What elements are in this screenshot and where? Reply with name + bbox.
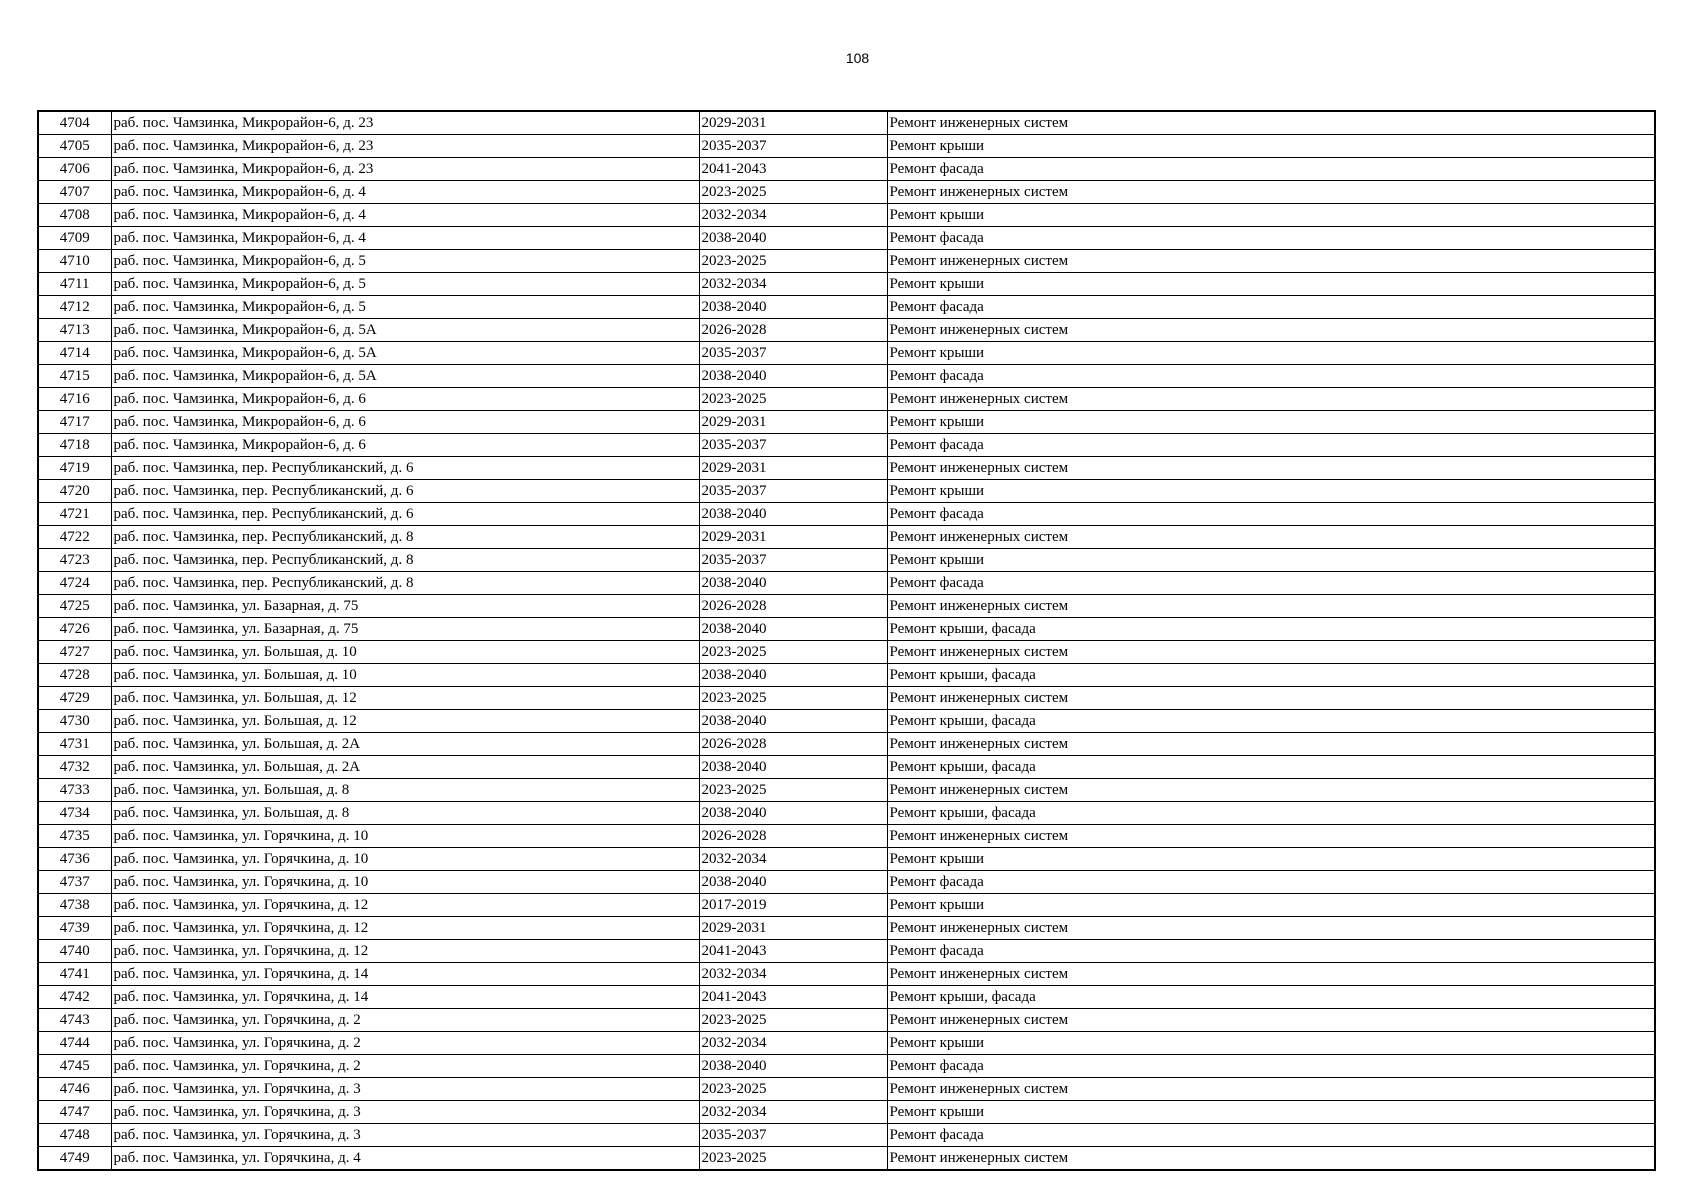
- address-cell: раб. пос. Чамзинка, ул. Большая, д. 2А: [111, 756, 699, 779]
- period-cell: 2038-2040: [699, 296, 887, 319]
- work-type-cell: Ремонт инженерных систем: [887, 963, 1655, 986]
- row-number-cell: 4716: [38, 388, 111, 411]
- table-row: [38, 434, 1655, 457]
- work-type-cell: Ремонт инженерных систем: [887, 457, 1655, 480]
- table-row: [38, 457, 1655, 480]
- table-row: [38, 342, 1655, 365]
- row-number-cell: 4707: [38, 181, 111, 204]
- period-cell: 2038-2040: [699, 664, 887, 687]
- period-cell: 2041-2043: [699, 158, 887, 181]
- address-cell: раб. пос. Чамзинка, ул. Горячкина, д. 12: [111, 894, 699, 917]
- period-cell: 2032-2034: [699, 963, 887, 986]
- work-type-cell: Ремонт крыши: [887, 848, 1655, 871]
- address-cell: раб. пос. Чамзинка, ул. Большая, д. 10: [111, 664, 699, 687]
- work-type-cell: Ремонт инженерных систем: [887, 733, 1655, 756]
- row-number-cell: 4719: [38, 457, 111, 480]
- address-cell: раб. пос. Чамзинка, ул. Горячкина, д. 3: [111, 1101, 699, 1124]
- period-cell: 2026-2028: [699, 733, 887, 756]
- period-cell: 2035-2037: [699, 1124, 887, 1147]
- address-cell: раб. пос. Чамзинка, ул. Большая, д. 8: [111, 779, 699, 802]
- period-cell: 2023-2025: [699, 1009, 887, 1032]
- table-row: [38, 618, 1655, 641]
- row-number-cell: 4721: [38, 503, 111, 526]
- period-cell: 2035-2037: [699, 549, 887, 572]
- period-cell: 2035-2037: [699, 480, 887, 503]
- row-number-cell: 4739: [38, 917, 111, 940]
- table-row: [38, 135, 1655, 158]
- table-row: [38, 963, 1655, 986]
- address-cell: раб. пос. Чамзинка, ул. Большая, д. 10: [111, 641, 699, 664]
- table-row: [38, 687, 1655, 710]
- work-type-cell: Ремонт фасада: [887, 365, 1655, 388]
- period-cell: 2038-2040: [699, 227, 887, 250]
- table-row: [38, 825, 1655, 848]
- address-cell: раб. пос. Чамзинка, ул. Большая, д. 8: [111, 802, 699, 825]
- work-type-cell: Ремонт инженерных систем: [887, 526, 1655, 549]
- period-cell: 2032-2034: [699, 273, 887, 296]
- period-cell: 2041-2043: [699, 986, 887, 1009]
- address-cell: раб. пос. Чамзинка, ул. Горячкина, д. 3: [111, 1124, 699, 1147]
- table-row: [38, 871, 1655, 894]
- row-number-cell: 4738: [38, 894, 111, 917]
- table-row: [38, 733, 1655, 756]
- row-number-cell: 4735: [38, 825, 111, 848]
- table-row: [38, 204, 1655, 227]
- period-cell: 2023-2025: [699, 641, 887, 664]
- period-cell: 2029-2031: [699, 526, 887, 549]
- row-number-cell: 4742: [38, 986, 111, 1009]
- table-row: [38, 273, 1655, 296]
- work-type-cell: Ремонт крыши, фасада: [887, 618, 1655, 641]
- work-type-cell: Ремонт крыши, фасада: [887, 986, 1655, 1009]
- work-type-cell: Ремонт инженерных систем: [887, 825, 1655, 848]
- work-type-cell: Ремонт крыши: [887, 549, 1655, 572]
- row-number-cell: 4728: [38, 664, 111, 687]
- row-number-cell: 4722: [38, 526, 111, 549]
- work-type-cell: Ремонт крыши: [887, 1101, 1655, 1124]
- row-number-cell: 4711: [38, 273, 111, 296]
- row-number-cell: 4713: [38, 319, 111, 342]
- table-row: [38, 1147, 1655, 1171]
- table-row: [38, 940, 1655, 963]
- work-type-cell: Ремонт крыши, фасада: [887, 710, 1655, 733]
- address-cell: раб. пос. Чамзинка, ул. Большая, д. 2А: [111, 733, 699, 756]
- address-cell: раб. пос. Чамзинка, Микрорайон-6, д. 4: [111, 204, 699, 227]
- work-type-cell: Ремонт инженерных систем: [887, 595, 1655, 618]
- address-cell: раб. пос. Чамзинка, ул. Горячкина, д. 2: [111, 1032, 699, 1055]
- work-type-cell: Ремонт фасада: [887, 503, 1655, 526]
- work-type-cell: Ремонт инженерных систем: [887, 917, 1655, 940]
- period-cell: 2023-2025: [699, 181, 887, 204]
- row-number-cell: 4704: [38, 111, 111, 135]
- work-type-cell: Ремонт фасада: [887, 1055, 1655, 1078]
- address-cell: раб. пос. Чамзинка, ул. Горячкина, д. 2: [111, 1055, 699, 1078]
- work-type-cell: Ремонт фасада: [887, 434, 1655, 457]
- address-cell: раб. пос. Чамзинка, пер. Республиканский, д. 8: [111, 572, 699, 595]
- period-cell: 2023-2025: [699, 250, 887, 273]
- address-cell: раб. пос. Чамзинка, ул. Горячкина, д. 10: [111, 871, 699, 894]
- period-cell: 2032-2034: [699, 204, 887, 227]
- row-number-cell: 4710: [38, 250, 111, 273]
- row-number-cell: 4749: [38, 1147, 111, 1171]
- row-number-cell: 4706: [38, 158, 111, 181]
- repair-schedule-table: [37, 110, 1656, 1171]
- address-cell: раб. пос. Чамзинка, ул. Горячкина, д. 14: [111, 986, 699, 1009]
- table-row: [38, 756, 1655, 779]
- period-cell: 2038-2040: [699, 365, 887, 388]
- period-cell: 2029-2031: [699, 917, 887, 940]
- table-row: [38, 1078, 1655, 1101]
- table-row: [38, 779, 1655, 802]
- period-cell: 2038-2040: [699, 756, 887, 779]
- row-number-cell: 4717: [38, 411, 111, 434]
- row-number-cell: 4723: [38, 549, 111, 572]
- table-row: [38, 917, 1655, 940]
- work-type-cell: Ремонт фасада: [887, 572, 1655, 595]
- work-type-cell: Ремонт инженерных систем: [887, 388, 1655, 411]
- work-type-cell: Ремонт крыши: [887, 1032, 1655, 1055]
- work-type-cell: Ремонт крыши, фасада: [887, 802, 1655, 825]
- address-cell: раб. пос. Чамзинка, пер. Республиканский, д. 6: [111, 480, 699, 503]
- address-cell: раб. пос. Чамзинка, ул. Горячкина, д. 2: [111, 1009, 699, 1032]
- row-number-cell: 4748: [38, 1124, 111, 1147]
- address-cell: раб. пос. Чамзинка, Микрорайон-6, д. 4: [111, 181, 699, 204]
- period-cell: 2032-2034: [699, 848, 887, 871]
- table-row: [38, 388, 1655, 411]
- address-cell: раб. пос. Чамзинка, Микрорайон-6, д. 6: [111, 434, 699, 457]
- row-number-cell: 4729: [38, 687, 111, 710]
- period-cell: 2035-2037: [699, 434, 887, 457]
- address-cell: раб. пос. Чамзинка, ул. Горячкина, д. 12: [111, 940, 699, 963]
- work-type-cell: Ремонт инженерных систем: [887, 1078, 1655, 1101]
- work-type-cell: Ремонт фасада: [887, 1124, 1655, 1147]
- page-number: 108: [845, 50, 870, 66]
- work-type-cell: Ремонт инженерных систем: [887, 250, 1655, 273]
- address-cell: раб. пос. Чамзинка, ул. Базарная, д. 75: [111, 618, 699, 641]
- row-number-cell: 4743: [38, 1009, 111, 1032]
- table-row: [38, 1009, 1655, 1032]
- row-number-cell: 4709: [38, 227, 111, 250]
- period-cell: 2029-2031: [699, 457, 887, 480]
- work-type-cell: Ремонт крыши: [887, 204, 1655, 227]
- table-row: [38, 158, 1655, 181]
- row-number-cell: 4727: [38, 641, 111, 664]
- address-cell: раб. пос. Чамзинка, пер. Республиканский, д. 8: [111, 526, 699, 549]
- address-cell: раб. пос. Чамзинка, Микрорайон-6, д. 5: [111, 273, 699, 296]
- address-cell: раб. пос. Чамзинка, пер. Республиканский, д. 6: [111, 503, 699, 526]
- address-cell: раб. пос. Чамзинка, Микрорайон-6, д. 23: [111, 111, 699, 135]
- address-cell: раб. пос. Чамзинка, пер. Республиканский, д. 6: [111, 457, 699, 480]
- period-cell: 2017-2019: [699, 894, 887, 917]
- row-number-cell: 4736: [38, 848, 111, 871]
- row-number-cell: 4737: [38, 871, 111, 894]
- address-cell: раб. пос. Чамзинка, Микрорайон-6, д. 5А: [111, 319, 699, 342]
- address-cell: раб. пос. Чамзинка, ул. Большая, д. 12: [111, 710, 699, 733]
- table-row: [38, 802, 1655, 825]
- row-number-cell: 4720: [38, 480, 111, 503]
- table-row: [38, 641, 1655, 664]
- row-number-cell: 4705: [38, 135, 111, 158]
- work-type-cell: Ремонт инженерных систем: [887, 1009, 1655, 1032]
- row-number-cell: 4724: [38, 572, 111, 595]
- work-type-cell: Ремонт фасада: [887, 296, 1655, 319]
- period-cell: 2035-2037: [699, 135, 887, 158]
- period-cell: 2038-2040: [699, 1055, 887, 1078]
- address-cell: раб. пос. Чамзинка, Микрорайон-6, д. 5А: [111, 342, 699, 365]
- address-cell: раб. пос. Чамзинка, ул. Базарная, д. 75: [111, 595, 699, 618]
- work-type-cell: Ремонт крыши, фасада: [887, 664, 1655, 687]
- row-number-cell: 4718: [38, 434, 111, 457]
- row-number-cell: 4732: [38, 756, 111, 779]
- table-row: [38, 1124, 1655, 1147]
- address-cell: раб. пос. Чамзинка, Микрорайон-6, д. 6: [111, 411, 699, 434]
- row-number-cell: 4715: [38, 365, 111, 388]
- work-type-cell: Ремонт инженерных систем: [887, 111, 1655, 135]
- period-cell: 2023-2025: [699, 779, 887, 802]
- period-cell: 2029-2031: [699, 111, 887, 135]
- work-type-cell: Ремонт крыши, фасада: [887, 756, 1655, 779]
- table-row: [38, 319, 1655, 342]
- address-cell: раб. пос. Чамзинка, Микрорайон-6, д. 23: [111, 158, 699, 181]
- row-number-cell: 4714: [38, 342, 111, 365]
- work-type-cell: Ремонт инженерных систем: [887, 779, 1655, 802]
- row-number-cell: 4708: [38, 204, 111, 227]
- work-type-cell: Ремонт крыши: [887, 342, 1655, 365]
- table-row: [38, 664, 1655, 687]
- period-cell: 2035-2037: [699, 342, 887, 365]
- table-row: [38, 296, 1655, 319]
- row-number-cell: 4740: [38, 940, 111, 963]
- table-row: [38, 710, 1655, 733]
- row-number-cell: 4747: [38, 1101, 111, 1124]
- work-type-cell: Ремонт крыши: [887, 894, 1655, 917]
- address-cell: раб. пос. Чамзинка, Микрорайон-6, д. 5: [111, 250, 699, 273]
- work-type-cell: Ремонт крыши: [887, 480, 1655, 503]
- address-cell: раб. пос. Чамзинка, Микрорайон-6, д. 5: [111, 296, 699, 319]
- table-row: [38, 526, 1655, 549]
- work-type-cell: Ремонт инженерных систем: [887, 319, 1655, 342]
- address-cell: раб. пос. Чамзинка, Микрорайон-6, д. 6: [111, 388, 699, 411]
- row-number-cell: 4731: [38, 733, 111, 756]
- table-row: [38, 250, 1655, 273]
- address-cell: раб. пос. Чамзинка, ул. Горячкина, д. 4: [111, 1147, 699, 1171]
- table-row: [38, 1101, 1655, 1124]
- period-cell: 2041-2043: [699, 940, 887, 963]
- period-cell: 2023-2025: [699, 687, 887, 710]
- row-number-cell: 4744: [38, 1032, 111, 1055]
- address-cell: раб. пос. Чамзинка, пер. Республиканский, д. 8: [111, 549, 699, 572]
- address-cell: раб. пос. Чамзинка, ул. Горячкина, д. 10: [111, 825, 699, 848]
- address-cell: раб. пос. Чамзинка, ул. Горячкина, д. 12: [111, 917, 699, 940]
- period-cell: 2032-2034: [699, 1101, 887, 1124]
- period-cell: 2038-2040: [699, 618, 887, 641]
- period-cell: 2026-2028: [699, 595, 887, 618]
- table-row: [38, 1032, 1655, 1055]
- period-cell: 2038-2040: [699, 871, 887, 894]
- table-row: [38, 572, 1655, 595]
- work-type-cell: Ремонт инженерных систем: [887, 687, 1655, 710]
- work-type-cell: Ремонт фасада: [887, 871, 1655, 894]
- address-cell: раб. пос. Чамзинка, Микрорайон-6, д. 23: [111, 135, 699, 158]
- table-row: [38, 549, 1655, 572]
- address-cell: раб. пос. Чамзинка, ул. Горячкина, д. 14: [111, 963, 699, 986]
- table-row: [38, 1055, 1655, 1078]
- period-cell: 2029-2031: [699, 411, 887, 434]
- work-type-cell: Ремонт крыши: [887, 273, 1655, 296]
- table-row: [38, 411, 1655, 434]
- period-cell: 2032-2034: [699, 1032, 887, 1055]
- work-type-cell: Ремонт крыши: [887, 411, 1655, 434]
- work-type-cell: Ремонт инженерных систем: [887, 641, 1655, 664]
- table-row: [38, 227, 1655, 250]
- period-cell: 2026-2028: [699, 319, 887, 342]
- row-number-cell: 4734: [38, 802, 111, 825]
- row-number-cell: 4745: [38, 1055, 111, 1078]
- row-number-cell: 4733: [38, 779, 111, 802]
- table-row: [38, 986, 1655, 1009]
- table-row: [38, 181, 1655, 204]
- address-cell: раб. пос. Чамзинка, ул. Горячкина, д. 3: [111, 1078, 699, 1101]
- work-type-cell: Ремонт инженерных систем: [887, 1147, 1655, 1171]
- table-row: [38, 595, 1655, 618]
- period-cell: 2023-2025: [699, 1078, 887, 1101]
- row-number-cell: 4726: [38, 618, 111, 641]
- row-number-cell: 4746: [38, 1078, 111, 1101]
- row-number-cell: 4730: [38, 710, 111, 733]
- period-cell: 2038-2040: [699, 572, 887, 595]
- period-cell: 2038-2040: [699, 802, 887, 825]
- period-cell: 2038-2040: [699, 503, 887, 526]
- work-type-cell: Ремонт фасада: [887, 227, 1655, 250]
- address-cell: раб. пос. Чамзинка, Микрорайон-6, д. 5А: [111, 365, 699, 388]
- work-type-cell: Ремонт фасада: [887, 940, 1655, 963]
- work-type-cell: Ремонт крыши: [887, 135, 1655, 158]
- table-body: [38, 111, 1655, 1170]
- work-type-cell: Ремонт инженерных систем: [887, 181, 1655, 204]
- table-row: [38, 480, 1655, 503]
- table-row: [38, 503, 1655, 526]
- work-type-cell: Ремонт фасада: [887, 158, 1655, 181]
- row-number-cell: 4712: [38, 296, 111, 319]
- table-row: [38, 894, 1655, 917]
- address-cell: раб. пос. Чамзинка, ул. Большая, д. 12: [111, 687, 699, 710]
- period-cell: 2026-2028: [699, 825, 887, 848]
- table-row: [38, 111, 1655, 135]
- period-cell: 2038-2040: [699, 710, 887, 733]
- address-cell: раб. пос. Чамзинка, Микрорайон-6, д. 4: [111, 227, 699, 250]
- row-number-cell: 4741: [38, 963, 111, 986]
- table-row: [38, 365, 1655, 388]
- address-cell: раб. пос. Чамзинка, ул. Горячкина, д. 10: [111, 848, 699, 871]
- table-row: [38, 848, 1655, 871]
- row-number-cell: 4725: [38, 595, 111, 618]
- period-cell: 2023-2025: [699, 1147, 887, 1171]
- period-cell: 2023-2025: [699, 388, 887, 411]
